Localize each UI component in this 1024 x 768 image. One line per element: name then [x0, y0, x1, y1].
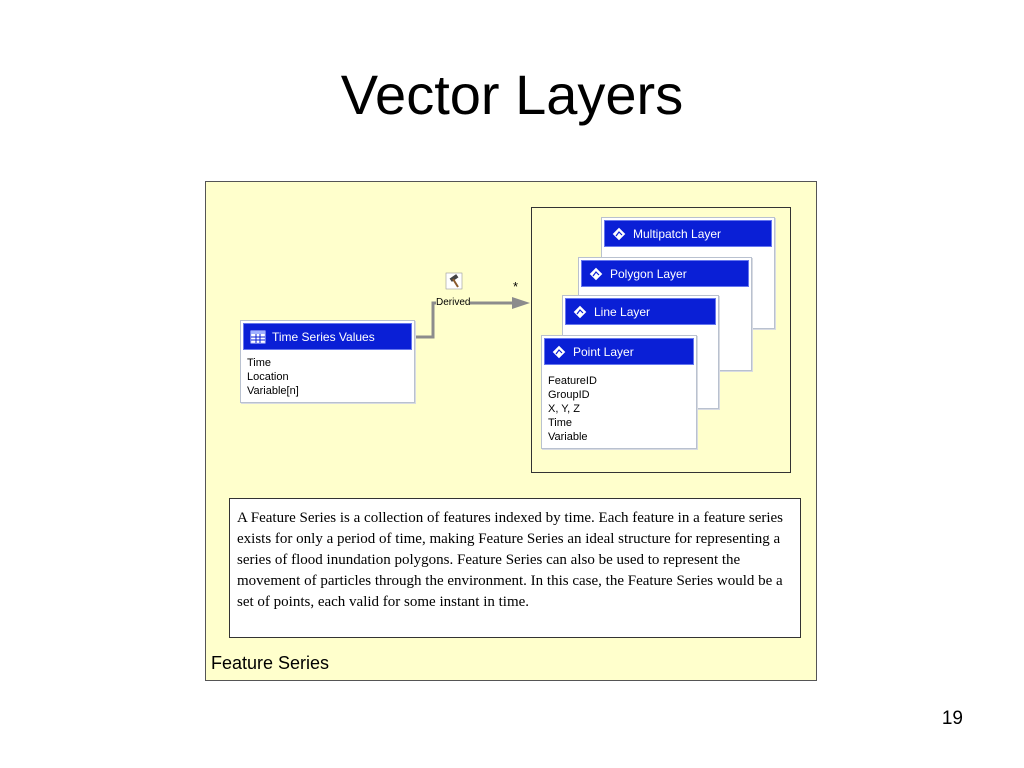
feature-class-icon	[611, 226, 627, 242]
class-fields	[247, 356, 299, 398]
feature-class-icon	[551, 344, 567, 360]
hammer-icon	[445, 272, 463, 290]
derived-label: Derived	[436, 297, 471, 308]
time-series-values-class[interactable]	[240, 320, 415, 403]
class-title: Multipatch Layer	[633, 226, 722, 241]
slide-title: Vector Layers	[340, 63, 684, 126]
class-title: Time Series Values	[272, 329, 375, 344]
multiplicity-label: *	[513, 279, 519, 294]
field-item: Variable[n]	[247, 385, 299, 397]
field-item: Variable	[548, 431, 588, 443]
field-item: Time	[247, 357, 272, 369]
field-item: FeatureID	[548, 375, 597, 387]
point-layer-class[interactable]	[541, 335, 697, 449]
feature-class-icon	[588, 266, 604, 282]
table-icon	[250, 329, 266, 345]
panel-caption: Feature Series	[211, 653, 330, 673]
field-item: Time	[548, 417, 573, 429]
class-title: Point Layer	[573, 344, 634, 359]
class-title: Polygon Layer	[610, 266, 687, 281]
field-item: GroupID	[548, 389, 590, 401]
feature-class-icon	[572, 304, 588, 320]
field-item: Location	[247, 371, 289, 383]
field-item: X, Y, Z	[548, 403, 581, 415]
class-header	[604, 220, 772, 247]
class-header	[581, 260, 749, 287]
page-number: 19	[941, 708, 963, 729]
class-header	[544, 338, 694, 365]
class-title: Line Layer	[594, 304, 651, 319]
class-header	[565, 298, 716, 325]
description-text: A Feature Series is a collection of features indexed by time. Each feature in a feature series exists for only a period of time, making Feature Series an ideal structure for representing a series of flood inundation polygons. Feature Series can also be used to represent the movement of particles through the environment. In this case, the Feature Series would be a set of points, each valid for some instant in time.	[229, 498, 801, 638]
class-header	[243, 323, 412, 350]
class-fields	[548, 374, 597, 444]
